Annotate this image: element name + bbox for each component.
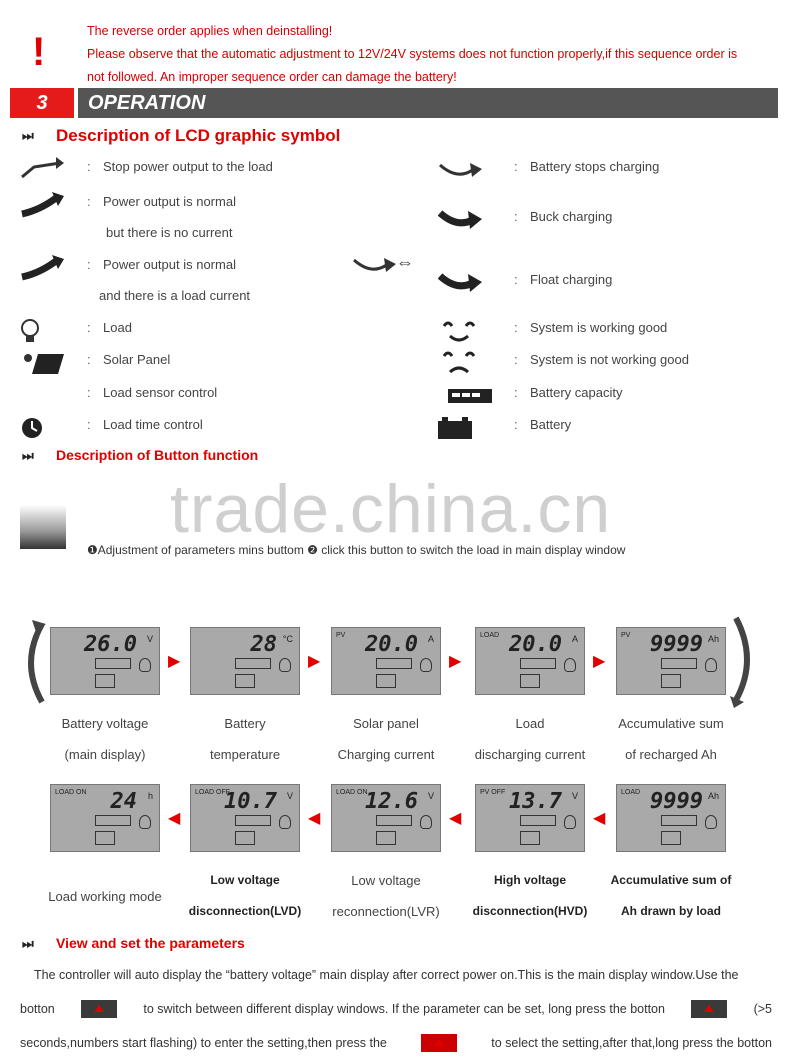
bulb-icon — [20, 318, 64, 349]
arrow-left-icon: ◀ — [449, 810, 462, 827]
lcd-display-window — [475, 784, 585, 852]
symbol-description: Load time control — [103, 417, 203, 432]
caption-line: Load — [515, 716, 545, 731]
colon-separator: : — [514, 417, 518, 432]
battery-icon — [438, 415, 482, 446]
watermark: trade.china.cn — [170, 471, 612, 547]
button-description: ❶Adjustment of parameters mins buttom ❷ click this button to switch the load in main display window — [87, 543, 626, 557]
button-section-title: Description of Button function — [56, 447, 259, 463]
battery-bars-icon — [95, 815, 131, 826]
symbol-description: Battery — [530, 417, 572, 432]
lcd-caption — [311, 865, 461, 927]
battery-icon — [95, 831, 115, 845]
caption-line: of recharged Ah — [625, 747, 717, 762]
lcd-caption — [596, 708, 746, 770]
arrow-left-icon: ◀ — [168, 810, 181, 827]
lcd-value: 24 — [110, 789, 137, 814]
battery-icon — [235, 674, 255, 688]
section-number: 3 — [10, 88, 74, 118]
caption-line: Ah drawn by load — [620, 904, 721, 918]
battery-icon — [520, 831, 540, 845]
arrow-right-icon: ▶ — [449, 653, 462, 670]
colon-separator: : — [87, 320, 91, 335]
lcd-tag: LOAD ON — [55, 789, 87, 796]
frown-icon — [438, 350, 482, 381]
fast-forward-icon: ⏭ — [22, 936, 34, 951]
solar-panel-icon — [20, 350, 64, 381]
bulb-icon — [139, 658, 151, 672]
bulb-icon — [705, 815, 717, 829]
arrow-right-icon: ▶ — [308, 653, 321, 670]
battery-bars-icon — [376, 658, 412, 669]
curved-arrow-right-icon — [730, 612, 760, 708]
lcd-caption — [596, 865, 746, 927]
curved-arrow-left-icon — [18, 618, 48, 708]
battery-icon — [661, 831, 681, 845]
smile-icon — [438, 318, 482, 349]
warning-line-3: not followed. An improper sequence order can damage the battery! — [87, 70, 457, 84]
fast-forward-icon: ⏭ — [22, 128, 34, 143]
lcd-display-window — [475, 627, 585, 695]
caption-line: temperature — [209, 747, 281, 762]
bulb-icon — [564, 815, 576, 829]
battery-icon — [376, 674, 396, 688]
lcd-unit: Ah — [707, 791, 719, 801]
lcd-caption — [455, 708, 605, 770]
lcd-unit: V — [571, 791, 578, 801]
caption-line: reconnection(LVR) — [332, 904, 440, 919]
set-button-icon — [421, 1034, 457, 1052]
caption-line: Low voltage — [210, 873, 280, 887]
lcd-display-window — [616, 784, 726, 852]
lcd-value: 9999 — [650, 632, 703, 657]
lcd-display-window — [331, 627, 441, 695]
float-charge-icon — [438, 270, 482, 301]
lcd-caption — [311, 708, 461, 770]
symbol-description: Stop power output to the load — [103, 159, 273, 174]
lcd-value: 10.7 — [224, 789, 277, 814]
symbol-description: but there is no current — [106, 225, 233, 240]
caption-line: disconnection(LVD) — [188, 904, 302, 918]
battery-icon — [376, 831, 396, 845]
colon-separator: : — [514, 320, 518, 335]
para-line-3 — [20, 1026, 772, 1060]
view-section-paragraph — [20, 958, 772, 1060]
lcd-unit: h — [147, 791, 153, 801]
view-section-title: View and set the parameters — [56, 935, 245, 951]
lcd-value: 13.7 — [509, 789, 562, 814]
colon-separator: : — [514, 209, 518, 224]
lcd-unit: V — [286, 791, 293, 801]
charge-stop-icon — [438, 157, 482, 188]
colon-separator: : — [514, 352, 518, 367]
colon-separator: : — [514, 159, 518, 174]
battery-bars-icon — [661, 815, 697, 826]
caption-line: disconnection(HVD) — [472, 904, 588, 918]
battery-bars-icon — [95, 658, 131, 669]
fast-forward-icon: ⏭ — [22, 448, 34, 463]
colon-separator: : — [87, 159, 91, 174]
symbol-description: Battery stops charging — [530, 159, 660, 174]
lcd-value: 9999 — [650, 789, 703, 814]
bulb-icon — [279, 658, 291, 672]
para-text: (>5 — [753, 1002, 772, 1016]
lcd-value: 20.0 — [365, 632, 418, 657]
caption-line: discharging current — [474, 747, 586, 762]
arrow-right-icon: ▶ — [168, 653, 181, 670]
battery-bars-icon — [520, 815, 556, 826]
para-text: to select the setting,after that,long press the botton — [491, 1036, 772, 1050]
lcd-tag: LOAD OFF — [195, 789, 231, 796]
lcd-tag: PV — [336, 632, 346, 639]
symbol-description: Load sensor control — [103, 385, 218, 400]
up-button-icon — [691, 1000, 727, 1018]
caption-line: Charging current — [337, 747, 435, 762]
lcd-section-title: Description of LCD graphic symbol — [56, 126, 341, 145]
lcd-unit: A — [427, 634, 434, 644]
symbol-description: Power output is normal — [103, 194, 236, 209]
lcd-unit: °C — [282, 634, 293, 644]
bulb-icon — [564, 658, 576, 672]
colon-separator: : — [87, 257, 91, 272]
caption-line: Accumulative sum — [618, 716, 724, 731]
lcd-caption — [170, 708, 320, 770]
float-charge-sequence: ⇔ — [352, 252, 414, 283]
lcd-tag: PV — [621, 632, 631, 639]
para-line-2 — [20, 992, 772, 1026]
battery-icon — [95, 674, 115, 688]
symbol-description: System is not working good — [530, 352, 689, 367]
symbol-description: Solar Panel — [103, 352, 171, 367]
colon-separator: : — [514, 272, 518, 287]
symbol-description: Battery capacity — [530, 385, 623, 400]
lcd-display-window — [50, 627, 160, 695]
lcd-display-window — [190, 784, 300, 852]
bulb-icon — [279, 815, 291, 829]
symbol-description: System is working good — [530, 320, 668, 335]
bulb-icon — [139, 815, 151, 829]
colon-separator: : — [514, 385, 518, 400]
lcd-tag: PV OFF — [480, 789, 506, 796]
para-text: seconds,numbers start flashing) to enter the setting,then press the — [20, 1036, 387, 1050]
lcd-unit: A — [571, 634, 578, 644]
load-current-icon — [20, 255, 64, 286]
lcd-display-window — [50, 784, 160, 852]
caption-line: High voltage — [493, 873, 566, 887]
battery-bars-icon — [661, 658, 697, 669]
caption-line: Battery — [224, 716, 266, 731]
lcd-display-window — [331, 784, 441, 852]
symbol-description: Power output is normal — [103, 257, 236, 272]
para-line-1: The controller will auto display the “battery voltage” main display after correct power on.This is the main display window.Use the — [34, 968, 739, 982]
lcd-tag: LOAD — [480, 632, 500, 639]
para-text: to switch between different display windows. If the parameter can be set, long press the botton — [143, 1002, 665, 1016]
colon-separator: : — [87, 352, 91, 367]
lcd-value: 20.0 — [509, 632, 562, 657]
symbol-description: and there is a load current — [99, 288, 251, 303]
lcd-caption — [170, 865, 320, 927]
lcd-tag: LOAD ON — [336, 789, 368, 796]
bulb-icon — [705, 658, 717, 672]
battery-icon — [661, 674, 681, 688]
caption-line: Low voltage — [351, 873, 421, 888]
para-text: botton — [20, 1002, 55, 1016]
caption-line: (main display) — [64, 747, 146, 762]
warning-text — [87, 20, 787, 89]
arrow-left-icon: ◀ — [593, 810, 606, 827]
output-normal-icon — [20, 192, 64, 223]
caption-line: Battery voltage — [61, 716, 149, 731]
buck-charge-icon — [438, 207, 482, 238]
lcd-unit: V — [427, 791, 434, 801]
lcd-unit: V — [146, 634, 153, 644]
colon-separator: : — [87, 385, 91, 400]
battery-icon — [520, 674, 540, 688]
warning-line-1: The reverse order applies when deinstalling! — [87, 24, 333, 38]
lcd-caption — [30, 881, 180, 912]
lcd-value: 28 — [250, 632, 277, 657]
lcd-caption — [30, 708, 180, 770]
symbol-description: Load — [103, 320, 132, 335]
caption-line: Load working mode — [48, 889, 162, 904]
button-photo — [20, 505, 66, 549]
battery-bars-icon — [520, 658, 556, 669]
lcd-display-window — [616, 627, 726, 695]
colon-separator: : — [87, 194, 91, 209]
clock-icon — [20, 415, 64, 446]
up-button-icon — [81, 1000, 117, 1018]
warning-exclamation-icon: ! — [32, 30, 46, 74]
moon-icon — [20, 383, 64, 414]
bulb-icon — [420, 815, 432, 829]
colon-separator: : — [87, 417, 91, 432]
lcd-unit: Ah — [707, 634, 719, 644]
symbol-description: Float charging — [530, 272, 613, 287]
caption-line: Solar panel — [353, 716, 419, 731]
arrow-left-icon: ◀ — [308, 810, 321, 827]
lcd-value: 26.0 — [84, 632, 137, 657]
lcd-caption — [455, 865, 605, 927]
lcd-tag: LOAD — [621, 789, 641, 796]
caption-line: Accumulative sum of — [610, 873, 732, 887]
section-title: OPERATION — [78, 88, 778, 118]
arrow-right-icon: ▶ — [593, 653, 606, 670]
battery-bars-icon — [376, 815, 412, 826]
bulb-icon — [420, 658, 432, 672]
battery-bars-icon — [438, 383, 502, 414]
warning-line-2: Please observe that the automatic adjustment to 12V/24V systems does not function properly,if this sequence order is — [87, 47, 738, 61]
lcd-value: 12.6 — [365, 789, 418, 814]
load-off-icon — [20, 157, 64, 188]
battery-bars-icon — [235, 658, 271, 669]
battery-icon — [235, 831, 255, 845]
symbol-description: Buck charging — [530, 209, 613, 224]
lcd-display-window — [190, 627, 300, 695]
battery-bars-icon — [235, 815, 271, 826]
